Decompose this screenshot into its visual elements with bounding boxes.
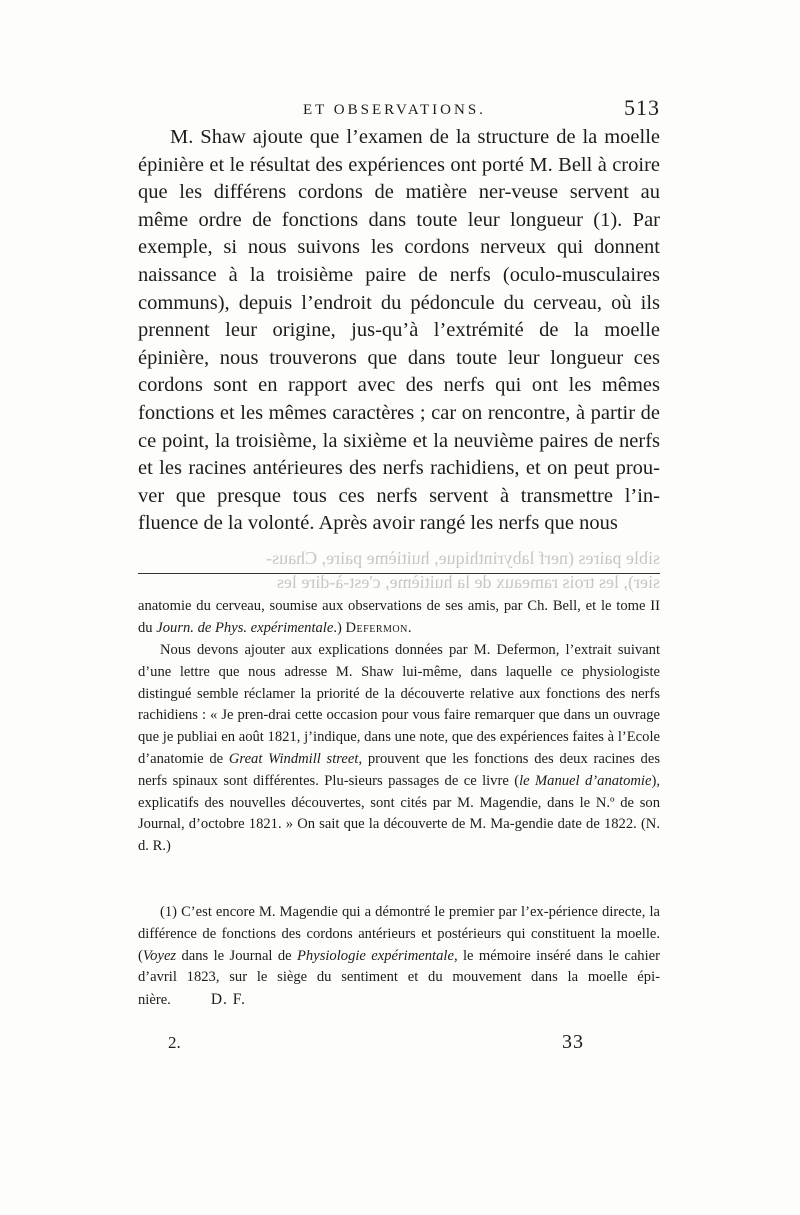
note-continuation-signature: Defermon. (345, 619, 412, 636)
note-continuation (138, 596, 660, 640)
footnote-1 (138, 902, 660, 1012)
editor-note-text: Nous devons ajouter aux explications données par M. Defermon, l’extrait suivant d’une lettre que nous adresse M. Shaw lui-même, dans laquelle ce physiologiste distingué semble réclamer la priorité de la découverte relative aux fonctions des nerfs rachidiens : « Je pren-drai cette occasion pour vous faire remarquer que dans un ouvrage que je publiai en août 1821, j’indique, dans une note, que des expériences faites à l’Ecole d’anatomie de (138, 642, 660, 767)
main-paragraph: M. Shaw ajoute que l’examen de la structure de la moelle épinière et le résultat des expériences ont porté M. Bell à croire que les différens cordons de matière ner-veuse servent au même ordre de fonctions dans toute leur longueur (1). Par exemple, si nous suivons les cordons nerveux qui donnent naissance à la troisième paire de nerfs (oculo-musculaires communs), depuis l’endroit du pédoncule du cerveau, où ils prennent leur origine, jus-qu’à l’extrémité de la moelle épinière, nous trouverons que dans toute leur longueur ces cordons sont en rapport avec des nerfs qui ont les mêmes fonctions et les mêmes caractères ; car on rencontre, à partir de ce point, la troisième, la sixième et la neuvième paires de nerfs et les racines antérieures des nerfs rachidiens, et on peut prou-ver que presque tous ces nerfs servent à transmettre l’in-fluence de la volonté. Après avoir rangé les nerfs que nous (138, 126, 660, 535)
book-title: le Manuel d’anatomie (519, 772, 652, 789)
note-continuation-end: .) (333, 619, 342, 636)
bleed-through-text (138, 546, 660, 594)
footnote-text: , le mémoire inséré dans le cahier d’avril 1823, sur le siège du sentiment et du mouvement dans la moelle épi-nière. (138, 947, 660, 1009)
editor-note-text: ), explicatifs des nouvelles découvertes, sont cités par M. Magendie, dans le N.º de son Journal, d’octobre 1821. » On sait que la découverte de M. Ma-gendie date de 1822. (138, 772, 660, 833)
bleed-through-line: sier), les trois rameaux de la huitième, c'est-à-dire les (276, 572, 660, 592)
footnote-text: dans le Journal de (181, 947, 292, 964)
voyez-word: Voyez (142, 947, 177, 964)
running-title: ET OBSERVATIONS. (303, 102, 486, 118)
journal-title: Physiologie expérimentale (297, 947, 454, 964)
note-continuation-text: anatomie du cerveau, soumise aux observations de ses amis, par Ch. Bell, et le tome II du (138, 598, 660, 636)
bleed-through-line: sible paires (nerf labyrinthique, huitième paire, Chaus- (266, 548, 660, 568)
footnote-text: (1) C’est encore M. Magendie qui a démontré le premier par l’ex-périence directe, la différence de fonctions des cordons antérieurs et postérieurs qui constituent la moelle. ( (138, 904, 660, 964)
street-name: Great Windmill street (228, 750, 359, 767)
page-number: 513 (624, 95, 660, 120)
editor-note-signature: (N. d. R.) (138, 816, 660, 855)
running-head (138, 96, 660, 124)
gathering-number: 33 (562, 1031, 584, 1053)
footnote-signature: D. F. (210, 991, 247, 1009)
editor-note (138, 640, 660, 858)
sheet-signature: 2. (168, 1033, 181, 1052)
journal-title: Journ. de Phys. expérimentale (156, 619, 334, 636)
footnote-rule (138, 573, 660, 574)
editor-note-text: , prouvent que les fonctions des deux racines des nerfs spinaux sont différentes. Plu-sieurs passages de ce livre ( (138, 750, 661, 789)
